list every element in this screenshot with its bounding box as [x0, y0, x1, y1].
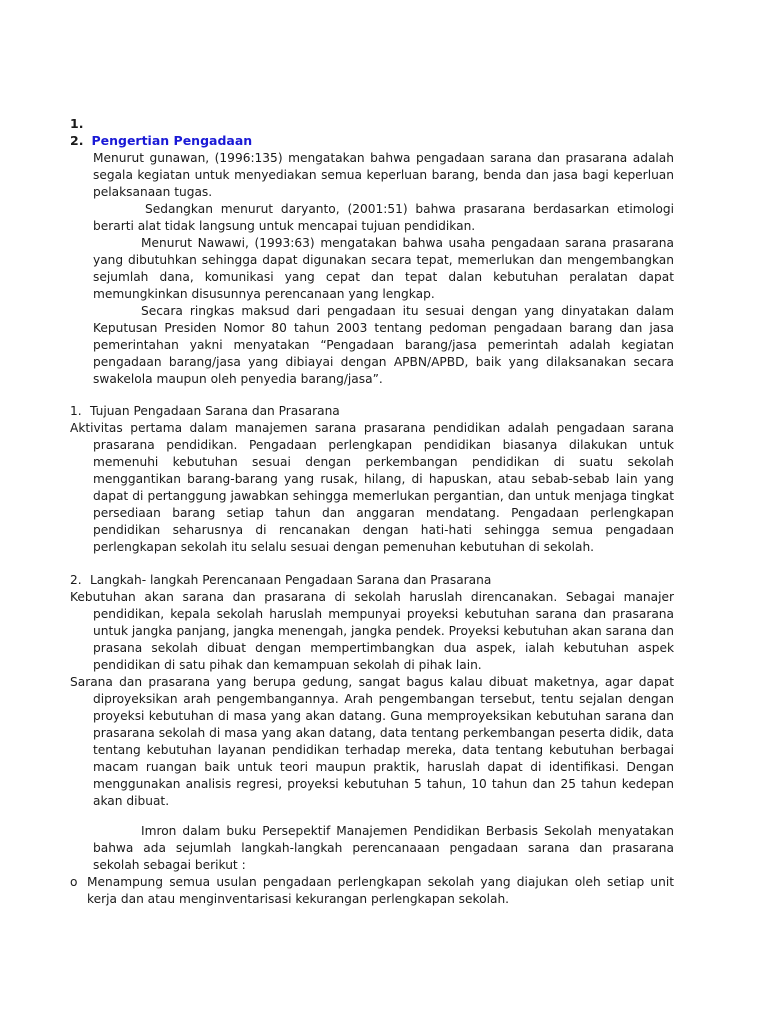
section-number: 2. [70, 573, 82, 587]
intro-paragraph-3: Menurut Nawawi, (1993:63) mengatakan bahwa usaha pengadaan sarana prasarana yang dibutuhkan sehingga dapat digunakan secara tepat, memerlukan dan mengembangkan sejumlah dana, komunikasi yang cepat dan tepat dalan kebutuhan peralatan dapat memungkinkan disusunnya perencanaan yang lengkap. [93, 236, 674, 301]
section-1-block [70, 420, 674, 556]
section-1-paragraph: Aktivitas pertama dalam manajemen sarana prasarana pendidikan adalah pengadaan sarana prasarana pendidikan. Pengadaan perlengkapan pendidikan biasanya dilakukan untuk memenuhi kebutuhan sesuai dengan perkembangan pendidikan di suatu sekolah menggantikan barang-barang yang rusak, hilang, di hapuskan, atau sebab-sebab lain yang dapat di pertanggung jawabkan sehingga memerlukan pergantian, dan untuk menjaga tingkat persediaan barang setiap tahun dan anggaran mendatang. Pengadaan perlengkapan pendidikan seharusnya di rencanakan dengan hati-hati sehingga semua pengadaan perlengkapan sekolah itu selalu sesuai dengan pemenuhan kebutuhan di sekolah. [70, 421, 674, 554]
intro-paragraph-2: Sedangkan menurut daryanto, (2001:51) bahwa prasarana berdasarkan etimologi berarti alat tidak langsung untuk mencapai tujuan pendidikan. [93, 202, 674, 233]
list-number: 1. [70, 116, 84, 131]
list-number: 2. [70, 133, 84, 148]
section-2-continued [70, 823, 674, 908]
intro-paragraph-1: Menurut gunawan, (1996:135) mengatakan bahwa pengadaan sarana dan prasarana adalah segala kegiatan untuk menyediakan semua keperluan barang, benda dan jasa bagi keperluan pelaksanaan tugas. [93, 151, 674, 199]
section-2-paragraph-1: Kebutuhan akan sarana dan prasarana di sekolah haruslah direncanakan. Sebagai manajer pendidikan, kepala sekolah haruslah mempunyai proyeksi kebutuhan sarana dan prasarana untuk jangka panjang, jangka menengah, jangka pendek. Proyeksi kebutuhan akan sarana dan prasana sekolah dibuat dengan mempertimbangkan dua aspek, ialah kebutuhan aspek pendidikan di satu pihak dan kemampuan sekolah di pihak lain. [70, 590, 674, 672]
section-2-paragraph-3: Imron dalam buku Persepektif Manajemen Pendidikan Berbasis Sekolah menyatakan bahwa ada sejumlah langkah-langkah perencanaaan pengadaan sarana dan prasarana sekolah sebagai berikut : [93, 824, 674, 872]
intro-block [70, 150, 674, 388]
bullet-item [70, 874, 674, 908]
section-1-title [70, 403, 340, 420]
intro-paragraph-4: Secara ringkas maksud dari pengadaan itu sesuai dengan yang dinyatakan dalam Keputusan Presiden Nomor 80 tahun 2003 tentang pedoman pengadaan barang dan jasa pemerintahan yakni menyatakan “Pengadaan barang/jasa pemerintah adalah kegiatan pengadaan barang/jasa yang dibiayai dengan APBN/APBD, baik yang dilaksanakan secara swakelola maupun oleh penyedia barang/jasa”. [93, 304, 674, 386]
section-2-paragraph-2: Sarana dan prasarana yang berupa gedung, sangat bagus kalau dibuat maketnya, agar dapat diproyeksikan arah pengembangannya. Arah pengembangan tersebut, tentu sejalan dengan proyeksi kebutuhan di masa yang akan datang. Guna memproyeksikan kebutuhan sarana dan prasarana sekolah di masa yang akan datang, data tentang perkembangan peserta didik, data tentang kebutuhan layanan pendidikan terhadap mereka, data tentang kebutuhan berbagai macam ruangan baik untuk teori maupun praktik, haruslah dapat di identifikasi. Dengan menggunakan analisis regresi, proyeksi kebutuhan 5 tahun, 10 tahun dan 25 tahun kedepan akan dibuat. [70, 675, 674, 808]
section-heading: Pengertian Pengadaan [91, 133, 253, 148]
section-title-text: Langkah- langkah Perencanaan Pengadaan Sarana dan Prasarana [90, 573, 492, 587]
bullet-text: Menampung semua usulan pengadaan perlengkapan sekolah yang diajukan oleh setiap unit kerja dan atau menginventarisasi kekurangan perlengkapan sekolah. [87, 875, 674, 906]
section-title-text: Tujuan Pengadaan Sarana dan Prasarana [90, 404, 340, 418]
list-item-2 [70, 132, 252, 149]
section-2-block [70, 589, 674, 810]
section-2-title [70, 572, 491, 589]
bullet-marker: o [70, 875, 78, 889]
section-number: 1. [70, 404, 82, 418]
list-item-1 [70, 115, 83, 132]
